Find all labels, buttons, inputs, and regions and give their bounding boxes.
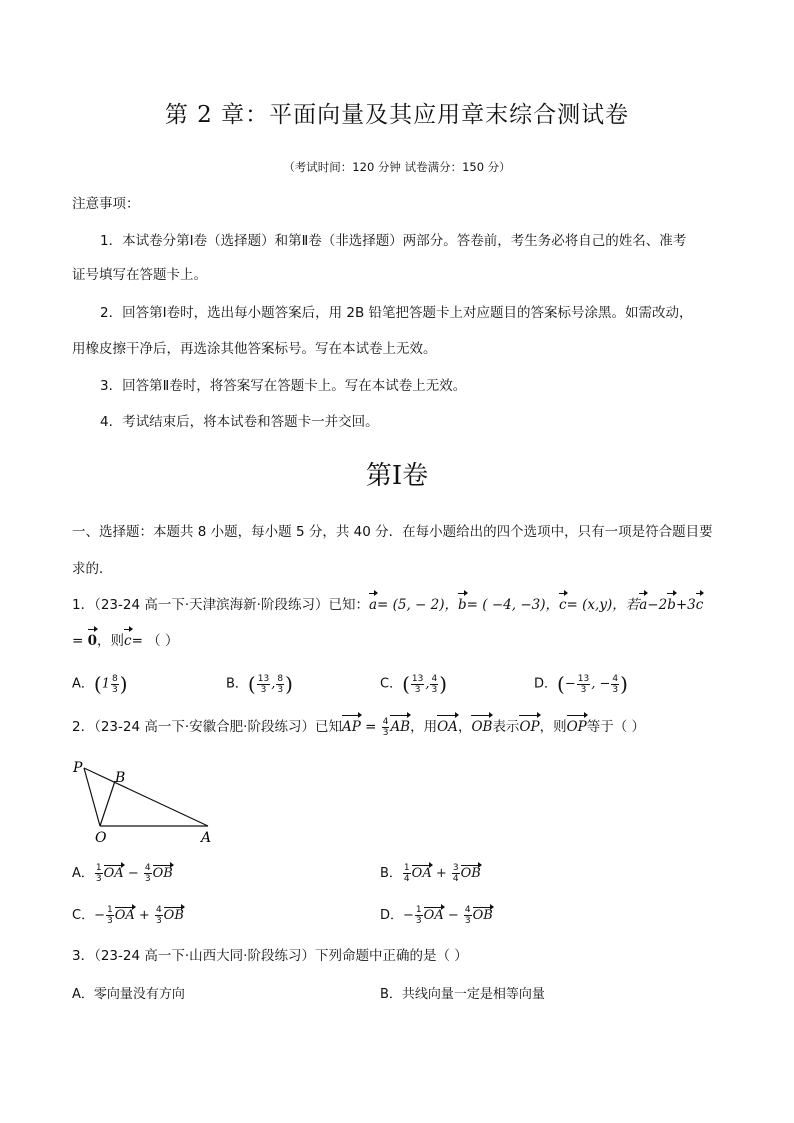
answer-blank: 等于（ ） <box>586 719 646 735</box>
q1-option-b[interactable]: B．( $\frac{13}{3}$ , $\frac{8}{3}$ ) <box>226 672 293 696</box>
option-label: B． <box>226 676 248 692</box>
option-label: B． <box>380 866 402 881</box>
expr-plus: +3 <box>675 597 696 613</box>
part1-instruction-cont: 求的． <box>72 561 113 577</box>
answer-blank: = （ ） <box>131 633 179 649</box>
vector-b: b <box>667 594 676 616</box>
question-1-prefix: 1．（23-24 高一下·天津滨海新·阶段练习）已知： <box>72 597 369 613</box>
vector-a-value: = (5, − 2)， <box>377 597 459 613</box>
notice-item-2a: 2．回答第Ⅰ卷时，选出每小题答案后，用 2B 铅笔把答题卡上对应题目的答案标号涂黑。如需改动， <box>100 305 693 321</box>
q2-option-c[interactable]: C．− $\frac{1}{3}$ OA + $\frac{4}{3}$ OB <box>72 905 184 926</box>
q1-option-d[interactable]: D．(− $\frac{13}{3}$ , − $\frac{4}{3}$ ) <box>534 672 628 696</box>
vector-a: a <box>369 594 377 616</box>
fraction: $\frac{8}{3}$ <box>112 673 118 695</box>
expr-minus: −2 <box>647 597 668 613</box>
section-title: 第Ⅰ卷 <box>365 461 429 491</box>
vector-ab: AB <box>390 716 410 738</box>
q3-option-b[interactable] <box>380 983 545 1002</box>
notice-item-4: 4．考试结束后，将本试卷和答题卡一并交回。 <box>100 414 379 430</box>
notice-item-1a: 1．本试卷分第Ⅰ卷（选择题）和第Ⅱ卷（非选择题）两部分。答卷前，考生务必将自己的姓名、准考 <box>100 233 687 249</box>
vector-ob: OB <box>471 716 492 738</box>
vector-op: OP <box>567 716 587 738</box>
exam-info: （考试时间：120 分钟 试卷满分：150 分） <box>283 160 511 174</box>
notice-item-1b: 证号填写在答题卡上。 <box>72 267 207 283</box>
question-1-stem-cont <box>72 630 178 652</box>
question-2-stem: 2．（23-24 高一下·安徽合肥·阶段练习）已知AP = $\frac{4}{3}$ AB，用OA，OB表示OP，则OP等于（ ） <box>72 716 646 738</box>
notice-item-2b: 用橡皮擦干净后，再选涂其他答案标号。写在本试卷上无效。 <box>72 341 437 357</box>
q3-option-a[interactable] <box>72 983 185 1002</box>
segment-ob <box>100 781 115 826</box>
vector-b: b <box>458 594 467 616</box>
page-title: 第 2 章：平面向量及其应用章末综合测试卷 <box>164 102 630 128</box>
equals-sign: = <box>72 633 88 649</box>
zero-vector: 0 <box>88 630 97 652</box>
segment-po <box>84 768 100 826</box>
option-label: C． <box>380 676 403 692</box>
q1-option-c[interactable]: C．( $\frac{13}{3}$ , $\frac{4}{3}$ ) <box>380 672 448 696</box>
question-1-stem <box>72 594 703 616</box>
option-label: A． <box>72 987 94 1002</box>
option-label: D． <box>534 676 558 692</box>
part1-instruction: 一、选择题：本题共 8 小题，每小题 5 分，共 40 分．在每小题给出的四个选项中，只有一项是符合题目要 <box>72 524 713 540</box>
notice-heading: 注意事项： <box>72 196 140 212</box>
option-label: A． <box>72 866 94 881</box>
vector-oa: OA <box>437 716 458 738</box>
point-o-label: O <box>95 830 107 846</box>
q2-option-d[interactable]: D．− $\frac{1}{3}$ OA − $\frac{4}{3}$ OB <box>380 905 493 926</box>
triangle-figure <box>70 756 220 848</box>
option-text: 零向量没有方向 <box>93 987 185 1002</box>
vector-c: c <box>559 594 567 616</box>
vector-ap: AP <box>342 716 361 738</box>
vector-c-value: = (x,y)，若 <box>566 597 640 613</box>
vector-a: a <box>639 594 647 616</box>
point-p-label: P <box>73 760 83 776</box>
question-2-prefix: 2．（23-24 高一下·安徽合肥·阶段练习）已知 <box>72 719 342 735</box>
vector-c: c <box>696 594 704 616</box>
vector-op: OP <box>519 716 539 738</box>
vector-b-value: = ( −4, −3)， <box>466 597 559 613</box>
notice-item-3: 3．回答第Ⅱ卷时，将答案写在答题卡上。写在本试卷上无效。 <box>100 378 467 394</box>
option-label: B． <box>380 987 402 1002</box>
point-b-label: B <box>115 770 126 786</box>
question-1-then: ，则 <box>97 633 125 649</box>
q2-option-b[interactable]: B． $\frac{1}{4}$ OA + $\frac{3}{4}$ OB <box>380 863 481 884</box>
point-a-label: A <box>201 830 212 846</box>
question-3-stem: 3．（23-24 高一下·山西大同·阶段练习）下列命题中正确的是（ ） <box>72 948 468 964</box>
option-label: D． <box>380 908 404 923</box>
vector-c: c <box>124 630 132 652</box>
q2-option-a[interactable]: A． $\frac{1}{3}$ OA − $\frac{4}{3}$ OB <box>72 863 173 884</box>
option-text: 共线向量一定是相等向量 <box>401 987 545 1002</box>
q1-option-a[interactable]: A．(1 $\frac{8}{3}$ ) <box>72 672 128 696</box>
option-label: C． <box>72 908 95 923</box>
option-label: A． <box>72 676 94 692</box>
